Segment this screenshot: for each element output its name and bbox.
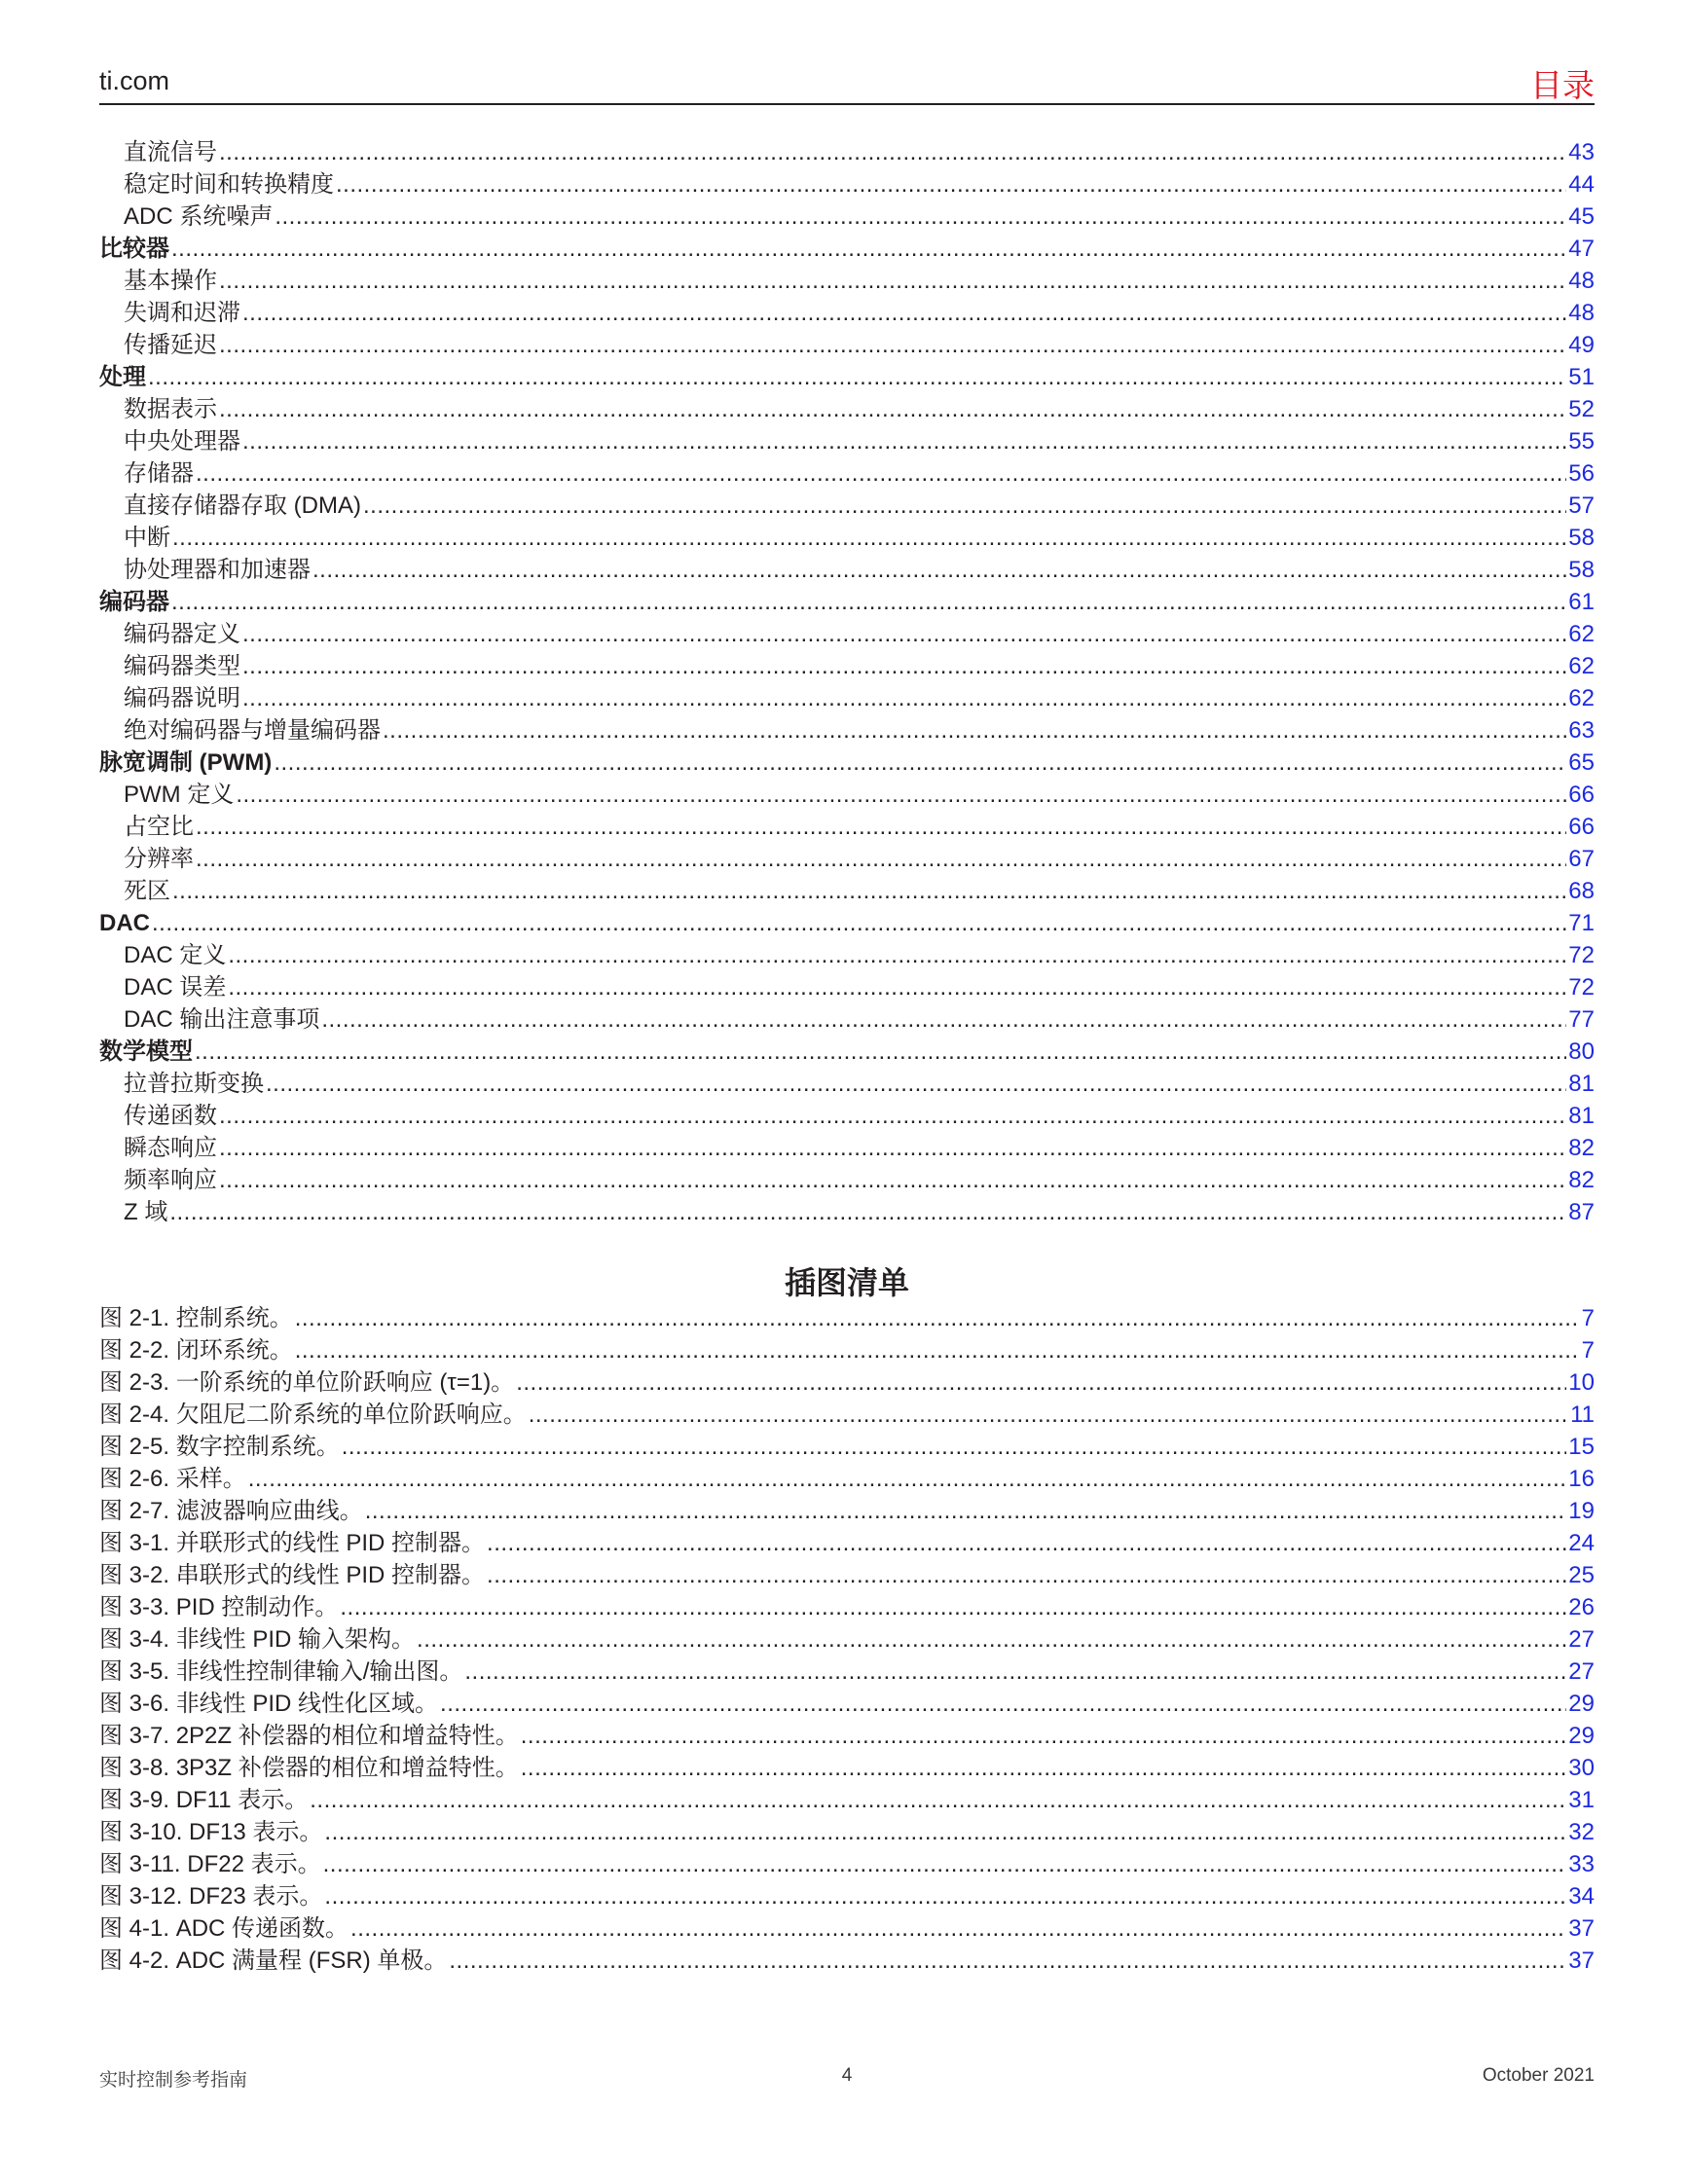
figure-entry-page-link[interactable]: 24	[1568, 1530, 1595, 1556]
dot-leader	[195, 1036, 1566, 1068]
toc-entry[interactable]	[99, 1068, 1595, 1100]
figures-list-title: 插图清单	[784, 1265, 909, 1300]
dot-leader	[464, 1656, 1566, 1688]
toc-entry-page-link[interactable]: 66	[1568, 782, 1595, 808]
figure-entry-page-link[interactable]: 31	[1568, 1787, 1595, 1813]
toc-entry[interactable]	[99, 168, 1595, 200]
figure-entry-label: 图 2-7. 滤波器响应曲线。	[99, 1498, 363, 1524]
dot-leader	[242, 682, 1566, 714]
dot-leader	[242, 425, 1566, 457]
dot-leader	[171, 233, 1566, 265]
figure-entry[interactable]	[99, 1399, 1595, 1431]
site-name: ti.com	[99, 66, 170, 95]
figure-entry-label: 图 3-7. 2P2Z 补偿器的相位和增益特性。	[99, 1723, 519, 1749]
toc-entry-page-link[interactable]: 55	[1568, 428, 1595, 455]
dot-leader	[228, 939, 1566, 971]
figure-entry-label: 图 3-10. DF13 表示。	[99, 1819, 323, 1845]
toc-entry-page-link[interactable]: 62	[1568, 653, 1595, 679]
toc-entry-label: 失调和迟滞	[124, 300, 240, 326]
figure-entry-page-link[interactable]: 34	[1568, 1883, 1595, 1910]
dot-leader	[219, 329, 1566, 361]
toc-link[interactable]: 目录	[1530, 67, 1595, 103]
toc-entry[interactable]	[99, 200, 1595, 233]
toc-entry[interactable]	[99, 1132, 1595, 1164]
figure-entry[interactable]	[99, 1302, 1595, 1334]
toc-entry-page-link[interactable]: 65	[1568, 749, 1595, 776]
dot-leader	[242, 618, 1566, 650]
figure-entry-page-link[interactable]: 7	[1581, 1337, 1595, 1364]
figure-entry[interactable]	[99, 1688, 1595, 1720]
toc-entry-label: 绝对编码器与增量编码器	[124, 717, 381, 744]
toc-entry-label: 瞬态响应	[124, 1135, 217, 1161]
toc-entry-label: DAC 输出注意事项	[124, 1006, 320, 1033]
toc-entry-label: 协处理器和加速器	[124, 557, 311, 583]
toc-entry[interactable]	[99, 971, 1595, 1003]
toc-entry-page-link[interactable]: 81	[1568, 1071, 1595, 1097]
figure-entry[interactable]	[99, 1880, 1595, 1912]
dot-leader	[521, 1720, 1567, 1752]
dot-leader	[219, 1132, 1566, 1164]
dot-leader	[219, 1164, 1566, 1196]
figure-entry-label: 图 2-1. 控制系统。	[99, 1305, 293, 1331]
toc-entry-page-link[interactable]: 68	[1568, 878, 1595, 904]
dot-leader	[383, 714, 1566, 746]
toc-entry[interactable]	[99, 939, 1595, 971]
figure-entry-page-link[interactable]: 26	[1568, 1594, 1595, 1620]
dot-leader	[219, 265, 1566, 297]
toc-entry-label: 稳定时间和转换精度	[124, 171, 334, 198]
dot-leader	[324, 1880, 1566, 1912]
dot-leader	[336, 168, 1566, 200]
figure-entry-label: 图 3-3. PID 控制动作。	[99, 1594, 339, 1620]
toc-entry[interactable]	[99, 650, 1595, 682]
dot-leader	[440, 1688, 1566, 1720]
toc-entry-page-link[interactable]: 49	[1568, 332, 1595, 358]
toc-entry-page-link[interactable]: 80	[1568, 1038, 1595, 1065]
dot-leader	[196, 843, 1566, 875]
toc-entry[interactable]	[99, 457, 1595, 490]
toc-entry-label: 处理	[99, 364, 146, 390]
table-of-contents	[99, 136, 1595, 1228]
figure-entry[interactable]	[99, 1431, 1595, 1463]
toc-entry-label: 基本操作	[124, 268, 217, 294]
figure-entry[interactable]	[99, 1527, 1595, 1559]
toc-entry-label: 频率响应	[124, 1167, 217, 1193]
toc-entry-page-link[interactable]: 66	[1568, 814, 1595, 840]
figure-entry-label: 图 3-2. 串联形式的线性 PID 控制器。	[99, 1562, 486, 1588]
figure-entry-page-link[interactable]: 19	[1568, 1498, 1595, 1524]
toc-entry-label: PWM 定义	[124, 782, 235, 808]
dot-leader	[219, 136, 1566, 168]
dot-leader	[171, 586, 1566, 618]
toc-entry-label: 存储器	[124, 460, 194, 487]
figure-entry-label: 图 2-5. 数字控制系统。	[99, 1434, 340, 1460]
figure-entry-page-link[interactable]: 37	[1568, 1947, 1595, 1974]
toc-entry-page-link[interactable]: 62	[1568, 621, 1595, 647]
toc-entry[interactable]	[99, 522, 1595, 554]
dot-leader	[310, 1784, 1566, 1816]
figure-entry[interactable]	[99, 1784, 1595, 1816]
toc-entry[interactable]	[99, 779, 1595, 811]
dot-leader	[417, 1623, 1566, 1656]
toc-entry-page-link[interactable]: 48	[1568, 268, 1595, 294]
dot-leader	[169, 1196, 1566, 1228]
toc-entry[interactable]	[99, 875, 1595, 907]
toc-entry-label: 脉宽调制 (PWM)	[99, 749, 273, 776]
toc-entry-label: 编码器类型	[124, 653, 240, 679]
figure-entry-page-link[interactable]: 32	[1568, 1819, 1595, 1845]
toc-entry[interactable]	[99, 329, 1595, 361]
toc-entry[interactable]	[99, 682, 1595, 714]
toc-entry[interactable]	[99, 265, 1595, 297]
figure-entry-label: 图 2-6. 采样。	[99, 1466, 246, 1492]
footer-date: October 2021	[1482, 2065, 1595, 2086]
dot-leader	[342, 1431, 1567, 1463]
dot-leader	[449, 1945, 1566, 1977]
toc-entry-page-link[interactable]: 67	[1568, 846, 1595, 872]
toc-entry-label: 拉普拉斯变换	[124, 1071, 264, 1097]
toc-entry-page-link[interactable]: 82	[1568, 1167, 1595, 1193]
dot-leader	[516, 1366, 1566, 1399]
toc-entry[interactable]	[99, 1196, 1595, 1228]
toc-entry[interactable]	[99, 425, 1595, 457]
toc-entry-page-link[interactable]: 57	[1568, 492, 1595, 519]
footer-doc-title: 实时控制参考指南	[99, 2070, 248, 2091]
figure-entry-label: 图 2-3. 一阶系统的单位阶跃响应 (τ=1)。	[99, 1369, 515, 1396]
figure-entry-label: 图 4-1. ADC 传递函数。	[99, 1915, 349, 1942]
figure-entry-page-link[interactable]: 15	[1568, 1434, 1595, 1460]
toc-entry-label: DAC 定义	[124, 942, 227, 968]
toc-entry-page-link[interactable]: 51	[1568, 364, 1595, 390]
figures-list	[99, 1302, 1595, 1977]
figure-entry[interactable]	[99, 1752, 1595, 1784]
figure-entry-page-link[interactable]: 27	[1568, 1658, 1595, 1685]
toc-entry-label: 占空比	[124, 814, 194, 840]
figure-entry-page-link[interactable]: 33	[1568, 1851, 1595, 1877]
figure-entry-label: 图 3-6. 非线性 PID 线性化区域。	[99, 1691, 439, 1717]
dot-leader	[487, 1527, 1566, 1559]
toc-entry-label: Z 域	[124, 1199, 168, 1225]
figure-entry[interactable]	[99, 1591, 1595, 1623]
dot-leader	[321, 1003, 1566, 1036]
toc-entry-label: 中央处理器	[124, 428, 240, 455]
figure-entry-label: 图 3-4. 非线性 PID 输入架构。	[99, 1626, 416, 1653]
dot-leader	[242, 297, 1566, 329]
figure-entry-label: 图 3-12. DF23 表示。	[99, 1883, 323, 1910]
toc-entry[interactable]	[99, 907, 1595, 939]
toc-entry-page-link[interactable]: 43	[1568, 139, 1595, 165]
toc-entry[interactable]	[99, 843, 1595, 875]
toc-entry[interactable]	[99, 811, 1595, 843]
toc-entry-label: 编码器定义	[124, 621, 240, 647]
dot-leader	[275, 200, 1566, 233]
toc-entry[interactable]	[99, 490, 1595, 522]
figure-entry-page-link[interactable]: 37	[1568, 1915, 1595, 1942]
figure-entry[interactable]	[99, 1463, 1595, 1495]
dot-leader	[196, 811, 1566, 843]
figure-entry-page-link[interactable]: 29	[1568, 1691, 1595, 1717]
dot-leader	[295, 1334, 1580, 1366]
toc-entry-page-link[interactable]: 56	[1568, 460, 1595, 487]
figure-entry[interactable]	[99, 1559, 1595, 1591]
toc-entry-label: 数据表示	[124, 396, 217, 422]
toc-entry-page-link[interactable]: 45	[1568, 203, 1595, 230]
figure-entry[interactable]	[99, 1623, 1595, 1656]
toc-entry[interactable]	[99, 393, 1595, 425]
dot-leader	[340, 1591, 1566, 1623]
figure-entry-page-link[interactable]: 29	[1568, 1723, 1595, 1749]
toc-entry-label: 比较器	[99, 236, 169, 262]
figure-entry[interactable]	[99, 1945, 1595, 1977]
toc-entry[interactable]	[99, 1003, 1595, 1036]
dot-leader	[529, 1399, 1568, 1431]
dot-leader	[323, 1848, 1567, 1880]
dot-leader	[242, 650, 1566, 682]
toc-entry-label: 编码器	[99, 589, 169, 615]
dot-leader	[266, 1068, 1566, 1100]
dot-leader	[219, 393, 1566, 425]
toc-entry[interactable]	[99, 136, 1595, 168]
figure-entry-page-link[interactable]: 25	[1568, 1562, 1595, 1588]
figure-entry-page-link[interactable]: 10	[1568, 1369, 1595, 1396]
toc-entry-label: 分辨率	[124, 846, 194, 872]
figure-entry[interactable]	[99, 1720, 1595, 1752]
toc-entry[interactable]	[99, 1164, 1595, 1196]
dot-leader	[172, 875, 1566, 907]
figure-entry-page-link[interactable]: 7	[1581, 1305, 1595, 1331]
toc-entry-page-link[interactable]: 44	[1568, 171, 1595, 198]
toc-entry-page-link[interactable]: 81	[1568, 1103, 1595, 1129]
toc-entry-label: 死区	[124, 878, 170, 904]
toc-entry-page-link[interactable]: 58	[1568, 557, 1595, 583]
toc-entry-label: DAC	[99, 910, 150, 936]
toc-entry-page-link[interactable]: 63	[1568, 717, 1595, 744]
toc-entry-page-link[interactable]: 47	[1568, 236, 1595, 262]
dot-leader	[196, 457, 1566, 490]
figure-entry-page-link[interactable]: 27	[1568, 1626, 1595, 1653]
toc-entry-page-link[interactable]: 77	[1568, 1006, 1595, 1033]
toc-entry-label: ADC 系统噪声	[124, 203, 274, 230]
dot-leader	[228, 971, 1566, 1003]
dot-leader	[236, 779, 1566, 811]
dot-leader	[363, 490, 1566, 522]
figure-entry-label: 图 2-4. 欠阻尼二阶系统的单位阶跃响应。	[99, 1401, 527, 1428]
toc-entry-page-link[interactable]: 58	[1568, 525, 1595, 551]
dot-leader	[324, 1816, 1566, 1848]
toc-entry-page-link[interactable]: 71	[1568, 910, 1595, 936]
figure-entry[interactable]	[99, 1366, 1595, 1399]
figure-entry-label: 图 3-5. 非线性控制律输入/输出图。	[99, 1658, 463, 1685]
toc-entry-page-link[interactable]: 72	[1568, 974, 1595, 1001]
toc-entry[interactable]	[99, 1036, 1595, 1068]
figure-entry[interactable]	[99, 1912, 1595, 1945]
toc-entry-page-link[interactable]: 48	[1568, 300, 1595, 326]
toc-entry[interactable]	[99, 361, 1595, 393]
dot-leader	[219, 1100, 1566, 1132]
toc-entry[interactable]	[99, 714, 1595, 746]
toc-entry-page-link[interactable]: 72	[1568, 942, 1595, 968]
dot-leader	[365, 1495, 1567, 1527]
figure-entry[interactable]	[99, 1656, 1595, 1688]
dot-leader	[172, 522, 1566, 554]
toc-entry[interactable]	[99, 554, 1595, 586]
toc-entry[interactable]	[99, 618, 1595, 650]
figure-entry-label: 图 2-2. 闭环系统。	[99, 1337, 293, 1364]
toc-entry[interactable]	[99, 1100, 1595, 1132]
figure-entry-page-link[interactable]: 11	[1570, 1401, 1595, 1428]
figure-entry[interactable]	[99, 1334, 1595, 1366]
figure-entry-label: 图 3-9. DF11 表示。	[99, 1787, 309, 1813]
figure-entry-label: 图 3-11. DF22 表示。	[99, 1851, 321, 1877]
dot-leader	[487, 1559, 1566, 1591]
toc-entry[interactable]	[99, 233, 1595, 265]
figure-entry-label: 图 4-2. ADC 满量程 (FSR) 单极。	[99, 1947, 448, 1974]
toc-entry-page-link[interactable]: 52	[1568, 396, 1595, 422]
toc-entry-page-link[interactable]: 87	[1568, 1199, 1595, 1225]
toc-entry-page-link[interactable]: 61	[1568, 589, 1595, 615]
dot-leader	[274, 746, 1566, 779]
figure-entry[interactable]	[99, 1495, 1595, 1527]
dot-leader	[521, 1752, 1567, 1784]
dot-leader	[295, 1302, 1580, 1334]
toc-entry-label: 编码器说明	[124, 685, 240, 711]
dot-leader	[350, 1912, 1566, 1945]
dot-leader	[148, 361, 1566, 393]
figure-entry[interactable]	[99, 1816, 1595, 1848]
toc-entry-label: 中断	[124, 525, 170, 551]
figure-entry-page-link[interactable]: 16	[1568, 1466, 1595, 1492]
toc-entry-label: 传递函数	[124, 1103, 217, 1129]
dot-leader	[248, 1463, 1567, 1495]
toc-entry-label: 数学模型	[99, 1038, 193, 1065]
toc-entry-label: 直流信号	[124, 139, 217, 165]
dot-leader	[312, 554, 1566, 586]
page-header	[99, 58, 1595, 105]
toc-entry-label: 传播延迟	[124, 332, 217, 358]
footer-page-number: 4	[841, 2065, 853, 2086]
figure-entry-label: 图 3-8. 3P3Z 补偿器的相位和增益特性。	[99, 1755, 519, 1781]
figure-entry-page-link[interactable]: 30	[1568, 1755, 1595, 1781]
toc-entry-page-link[interactable]: 62	[1568, 685, 1595, 711]
figure-entry[interactable]	[99, 1848, 1595, 1880]
toc-entry-page-link[interactable]: 82	[1568, 1135, 1595, 1161]
toc-entry[interactable]	[99, 746, 1595, 779]
dot-leader	[152, 907, 1566, 939]
toc-entry-label: DAC 误差	[124, 974, 227, 1001]
toc-entry[interactable]	[99, 297, 1595, 329]
figure-entry-label: 图 3-1. 并联形式的线性 PID 控制器。	[99, 1530, 486, 1556]
toc-entry-label: 直接存储器存取 (DMA)	[124, 492, 361, 519]
toc-entry[interactable]	[99, 586, 1595, 618]
